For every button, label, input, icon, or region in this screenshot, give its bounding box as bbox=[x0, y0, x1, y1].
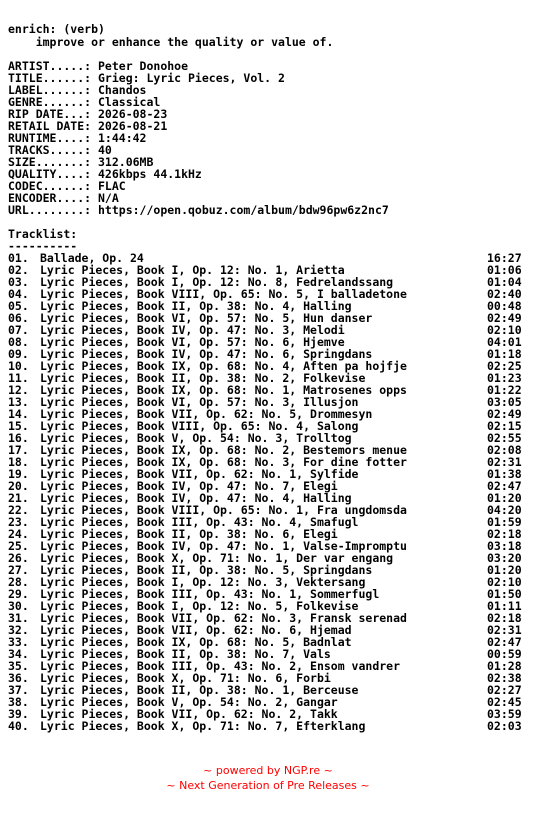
track-title: Lyric Pieces, Book IV, Op. 47: No. 3, Melodi bbox=[40, 323, 345, 337]
track-number: 37. bbox=[8, 683, 29, 697]
track-number: 23. bbox=[8, 515, 29, 529]
track-title: Lyric Pieces, Book II, Op. 38: No. 5, Springdans bbox=[40, 563, 373, 577]
track-number: 17. bbox=[8, 443, 29, 457]
track-title: Lyric Pieces, Book X, Op. 71: No. 1, Der var engang bbox=[40, 551, 394, 565]
track-number: 30. bbox=[8, 599, 29, 613]
track-number: 13. bbox=[8, 395, 29, 409]
track-duration: 03:20 bbox=[487, 551, 522, 565]
track-duration: 02:18 bbox=[487, 611, 522, 625]
track-number: 31. bbox=[8, 611, 29, 625]
track-title: Lyric Pieces, Book IX, Op. 68: No. 5, Badnlat bbox=[40, 635, 352, 649]
track-title: Lyric Pieces, Book II, Op. 38: No. 2, Folkevise bbox=[40, 371, 366, 385]
track-number: 19. bbox=[8, 467, 29, 481]
footer-powered-by: ~ powered by NGP.re ~ bbox=[203, 764, 333, 777]
tracklist-heading: Tracklist: bbox=[8, 227, 78, 241]
track-number: 27. bbox=[8, 563, 29, 577]
track-number: 32. bbox=[8, 623, 29, 637]
track-number: 35. bbox=[8, 659, 29, 673]
track-title: Lyric Pieces, Book VIII, Op. 65: No. 5, I balladetone bbox=[40, 287, 407, 301]
track-number: 20. bbox=[8, 479, 29, 493]
track-title: Lyric Pieces, Book IX, Op. 68: No. 4, Aften pa hojfje bbox=[40, 359, 407, 373]
track-number: 34. bbox=[8, 647, 29, 661]
track-title: Lyric Pieces, Book II, Op. 38: No. 7, Vals bbox=[40, 647, 331, 661]
track-number: 16. bbox=[8, 431, 29, 445]
track-duration: 02:10 bbox=[487, 323, 522, 337]
track-number: 01. bbox=[8, 251, 29, 265]
track-number: 11. bbox=[8, 371, 29, 385]
track-duration: 01:20 bbox=[487, 491, 522, 505]
track-title: Lyric Pieces, Book I, Op. 12: No. 1, Arietta bbox=[40, 263, 345, 277]
track-title: Lyric Pieces, Book VI, Op. 57: No. 3, Illusjon bbox=[40, 395, 359, 409]
track-title: Lyric Pieces, Book VII, Op. 62: No. 6, Hjemad bbox=[40, 623, 352, 637]
track-number: 07. bbox=[8, 323, 29, 337]
track-title: Lyric Pieces, Book IX, Op. 68: No. 3, For dine fotter bbox=[40, 455, 407, 469]
track-duration: 03:05 bbox=[487, 395, 522, 409]
track-title: Lyric Pieces, Book II, Op. 38: No. 4, Halling bbox=[40, 299, 352, 313]
track-title: Lyric Pieces, Book IV, Op. 47: No. 4, Halling bbox=[40, 491, 352, 505]
track-duration: 02:49 bbox=[487, 311, 522, 325]
track-number: 36. bbox=[8, 671, 29, 685]
track-title: Lyric Pieces, Book V, Op. 54: No. 3, Trolltog bbox=[40, 431, 352, 445]
track-duration: 16:27 bbox=[487, 251, 522, 265]
info-line: LABEL......: Chandos bbox=[8, 83, 147, 97]
track-duration: 03:59 bbox=[487, 707, 522, 721]
track-number: 12. bbox=[8, 383, 29, 397]
track-duration: 04:01 bbox=[487, 335, 522, 349]
track-title: Lyric Pieces, Book III, Op. 43: No. 1, Sommerfugl bbox=[40, 587, 380, 601]
track-title: Lyric Pieces, Book VII, Op. 62: No. 2, Takk bbox=[40, 707, 338, 721]
track-duration: 01:38 bbox=[487, 467, 522, 481]
track-title: Lyric Pieces, Book II, Op. 38: No. 1, Berceuse bbox=[40, 683, 359, 697]
track-title: Lyric Pieces, Book I, Op. 12: No. 5, Folkevise bbox=[40, 599, 359, 613]
track-title: Lyric Pieces, Book IV, Op. 47: No. 1, Valse-Impromptu bbox=[40, 539, 407, 553]
track-duration: 01:28 bbox=[487, 659, 522, 673]
track-title: Lyric Pieces, Book VIII, Op. 65: No. 1, Fra ungdomsda bbox=[40, 503, 407, 517]
track-duration: 01:22 bbox=[487, 383, 522, 397]
track-title: Lyric Pieces, Book IV, Op. 47: No. 7, Elegi bbox=[40, 479, 338, 493]
definition-word: enrich: (verb) bbox=[8, 22, 105, 36]
info-line: RETAIL DATE: 2026-08-21 bbox=[8, 119, 168, 133]
info-line: ENCODER....: N/A bbox=[8, 191, 119, 205]
track-duration: 02:38 bbox=[487, 671, 522, 685]
track-duration: 02:25 bbox=[487, 359, 522, 373]
track-duration: 00:48 bbox=[487, 299, 522, 313]
track-duration: 02:55 bbox=[487, 431, 522, 445]
track-title: Lyric Pieces, Book I, Op. 12: No. 8, Fedrelandssang bbox=[40, 275, 394, 289]
track-title: Lyric Pieces, Book X, Op. 71: No. 7, Efterklang bbox=[40, 719, 366, 733]
track-title: Lyric Pieces, Book X, Op. 71: No. 6, Forbi bbox=[40, 671, 331, 685]
tracklist-rule: ---------- bbox=[8, 239, 78, 253]
track-title: Lyric Pieces, Book VII, Op. 62: No. 3, Fransk serenad bbox=[40, 611, 407, 625]
track-title: Lyric Pieces, Book I, Op. 12: No. 3, Vektersang bbox=[40, 575, 366, 589]
track-duration: 04:20 bbox=[487, 503, 522, 517]
info-line: QUALITY....: 426kbps 44.1kHz bbox=[8, 167, 202, 181]
track-number: 03. bbox=[8, 275, 29, 289]
track-duration: 01:18 bbox=[487, 347, 522, 361]
info-line: SIZE.......: 312.06MB bbox=[8, 155, 154, 169]
track-number: 02. bbox=[8, 263, 29, 277]
track-title: Lyric Pieces, Book VI, Op. 57: No. 5, Hun danser bbox=[40, 311, 373, 325]
track-duration: 01:23 bbox=[487, 371, 522, 385]
track-duration: 02:31 bbox=[487, 455, 522, 469]
track-duration: 01:50 bbox=[487, 587, 522, 601]
track-title: Lyric Pieces, Book VII, Op. 62: No. 1, Sylfide bbox=[40, 467, 359, 481]
track-title: Lyric Pieces, Book VII, Op. 62: No. 5, Drommesyn bbox=[40, 407, 373, 421]
track-duration: 02:15 bbox=[487, 419, 522, 433]
track-number: 29. bbox=[8, 587, 29, 601]
info-line: TRACKS.....: 40 bbox=[8, 143, 112, 157]
info-line: RIP DATE...: 2026-08-23 bbox=[8, 107, 168, 121]
track-number: 14. bbox=[8, 407, 29, 421]
track-duration: 01:06 bbox=[487, 263, 522, 277]
track-title: Lyric Pieces, Book III, Op. 43: No. 2, Ensom vandrer bbox=[40, 659, 401, 673]
track-number: 25. bbox=[8, 539, 29, 553]
track-title: Lyric Pieces, Book IX, Op. 68: No. 2, Bestemors menue bbox=[40, 443, 407, 457]
track-duration: 02:18 bbox=[487, 527, 522, 541]
track-number: 21. bbox=[8, 491, 29, 505]
track-number: 38. bbox=[8, 695, 29, 709]
track-duration: 01:20 bbox=[487, 563, 522, 577]
track-duration: 02:27 bbox=[487, 683, 522, 697]
track-number: 15. bbox=[8, 419, 29, 433]
track-duration: 02:08 bbox=[487, 443, 522, 457]
info-line: ARTIST.....: Peter Donohoe bbox=[8, 59, 189, 73]
track-duration: 02:45 bbox=[487, 695, 522, 709]
track-duration: 03:18 bbox=[487, 539, 522, 553]
footer-tagline: ~ Next Generation of Pre Releases ~ bbox=[166, 779, 370, 792]
track-duration: 01:11 bbox=[487, 599, 522, 613]
track-number: 06. bbox=[8, 311, 29, 325]
track-duration: 01:04 bbox=[487, 275, 522, 289]
track-duration: 02:40 bbox=[487, 287, 522, 301]
info-line: RUNTIME....: 1:44:42 bbox=[8, 131, 147, 145]
track-title: Lyric Pieces, Book VI, Op. 57: No. 6, Hjemve bbox=[40, 335, 345, 349]
track-number: 04. bbox=[8, 287, 29, 301]
track-number: 26. bbox=[8, 551, 29, 565]
track-number: 09. bbox=[8, 347, 29, 361]
track-title: Lyric Pieces, Book IV, Op. 47: No. 6, Springdans bbox=[40, 347, 373, 361]
track-duration: 00:59 bbox=[487, 647, 522, 661]
track-number: 22. bbox=[8, 503, 29, 517]
track-number: 05. bbox=[8, 299, 29, 313]
track-title: Lyric Pieces, Book VIII, Op. 65: No. 4, Salong bbox=[40, 419, 359, 433]
info-line: GENRE......: Classical bbox=[8, 95, 161, 109]
track-duration: 02:31 bbox=[487, 623, 522, 637]
track-title: Ballade, Op. 24 bbox=[40, 251, 144, 265]
track-title: Lyric Pieces, Book II, Op. 38: No. 6, Elegi bbox=[40, 527, 338, 541]
track-number: 18. bbox=[8, 455, 29, 469]
track-row bbox=[8, 720, 528, 732]
track-number: 08. bbox=[8, 335, 29, 349]
track-duration: 01:59 bbox=[487, 515, 522, 529]
track-duration: 02:47 bbox=[487, 479, 522, 493]
info-line: TITLE......: Grieg: Lyric Pieces, Vol. 2 bbox=[8, 71, 285, 85]
definition-text: improve or enhance the quality or value of. bbox=[8, 35, 334, 49]
track-duration: 02:10 bbox=[487, 575, 522, 589]
track-title: Lyric Pieces, Book V, Op. 54: No. 2, Gangar bbox=[40, 695, 338, 709]
track-title: Lyric Pieces, Book IX, Op. 68: No. 1, Matrosenes opps bbox=[40, 383, 407, 397]
track-title: Lyric Pieces, Book III, Op. 43: No. 4, Smafugl bbox=[40, 515, 359, 529]
track-number: 40. bbox=[8, 719, 29, 733]
track-number: 24. bbox=[8, 527, 29, 541]
track-duration: 02:47 bbox=[487, 635, 522, 649]
track-duration: 02:03 bbox=[487, 719, 522, 733]
track-number: 33. bbox=[8, 635, 29, 649]
track-number: 39. bbox=[8, 707, 29, 721]
track-number: 28. bbox=[8, 575, 29, 589]
track-duration: 02:49 bbox=[487, 407, 522, 421]
info-line: CODEC......: FLAC bbox=[8, 179, 126, 193]
info-line: URL........: https://open.qobuz.com/album/bdw96pw6z2nc7 bbox=[8, 203, 389, 217]
track-number: 10. bbox=[8, 359, 29, 373]
